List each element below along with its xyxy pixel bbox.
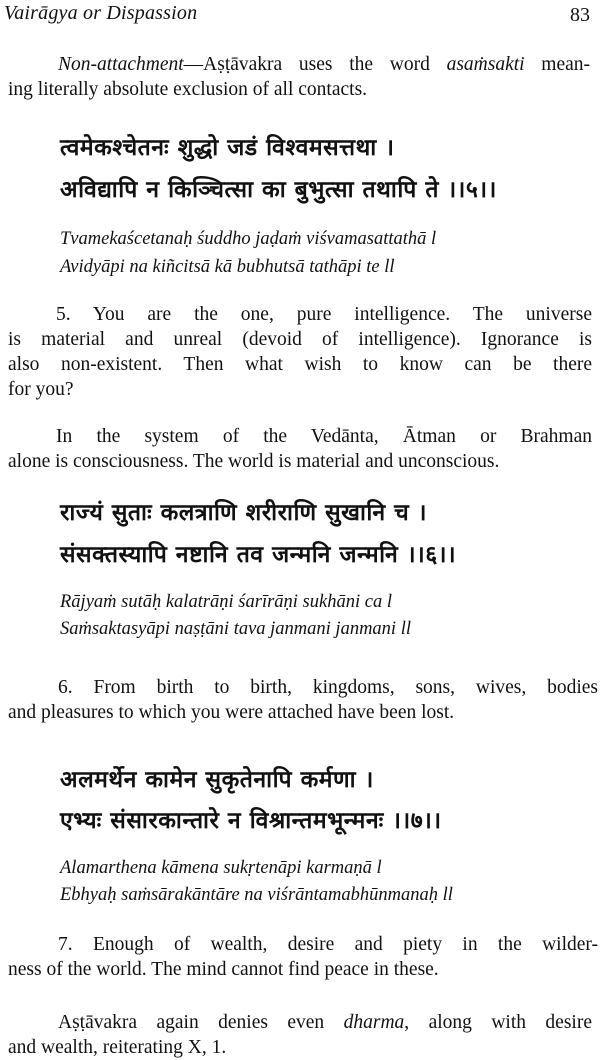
intro-line-2: ing literally absolute exclusion of all contacts. <box>8 79 368 100</box>
paragraph-line: alone is consciousness. The world is material and unconscious. <box>8 451 500 472</box>
intro-text-a: Aṣṭāvakra uses the word <box>203 54 447 75</box>
page-number: 83 <box>570 4 590 26</box>
verse-5-translation <box>8 302 592 402</box>
verse-5-devanagari-line-2: अविद्यापि न किञ्चित्सा का बुभुत्सा तथापि ते ।।५।। <box>60 177 497 203</box>
closing-text-b: , along with desire <box>404 1012 592 1033</box>
vedanta-paragraph <box>8 424 592 474</box>
closing-text-a: Aṣṭāvakra again denies even <box>58 1012 344 1033</box>
translation-line: ness of the world. The mind cannot find peace in these. <box>8 959 439 980</box>
term-non-attachment: Non-attachment <box>58 54 184 75</box>
verse-6-devanagari-line-1: राज्यं सुताः कलत्राणि शरीराणि सुखानि च । <box>60 500 427 526</box>
verse-6-devanagari-line-2: संसक्तस्यापि नष्टानि तव जन्मनि जन्मनि ।।६।। <box>60 542 457 568</box>
verse-7-translation <box>8 932 598 982</box>
verse-7-devanagari-line-1: अलमर्थेन कामेन सुकृतेनापि कर्मणा । <box>60 767 374 793</box>
verse-6-transliteration-line-2: Saṁsaktasyāpi naṣṭāni tava janmani janmani ll <box>60 619 411 639</box>
verse-5-transliteration-line-1: Tvamekaścetanaḥ śuddho jaḍaṁ viśvamasattathā l <box>60 229 437 249</box>
closing-line-1 <box>8 1010 592 1035</box>
translation-line: also non-existent. Then what wish to know can be there <box>8 354 592 375</box>
closing-paragraph <box>8 1010 592 1060</box>
verse-6-translation <box>8 675 598 725</box>
translation-line: 6. From birth to birth, kingdoms, sons, wives, bodies <box>58 677 598 698</box>
verse-5-devanagari-line-1: त्वमेकश्चेतनः शुद्धो जडं विश्वमसत्तथा । <box>60 135 395 161</box>
intro-dash: — <box>183 54 204 75</box>
closing-line-2: and wealth, reiterating X, 1. <box>8 1037 227 1058</box>
page-header <box>4 2 590 28</box>
paragraph-line: In the system of the Vedānta, Ātman or Brahman <box>56 426 592 447</box>
term-asamsakti: asaṁsakti <box>446 54 525 75</box>
translation-line: and pleasures to which you were attached have been lost. <box>8 702 455 723</box>
translation-line: 5. You are the one, pure intelligence. The universe <box>56 304 592 325</box>
verse-6-transliteration-line-1: Rājyaṁ sutāḥ kalatrāṇi śarīrāṇi sukhāni ca l <box>60 592 392 612</box>
verse-5-transliteration-line-2: Avidyāpi na kiñcitsā kā bubhutsā tathāpi te ll <box>60 257 395 277</box>
verse-7-transliteration-line-1: Alamarthena kāmena sukṛtenāpi karmaṇā l <box>60 858 382 878</box>
term-dharma: dharma <box>343 1012 405 1033</box>
translation-line: is material and unreal (devoid of intelligence). Ignorance is <box>8 329 592 350</box>
verse-7-transliteration-line-2: Ebhyaḥ saṁsārakāntāre na viśrāntamabhūnmanaḥ ll <box>60 885 453 905</box>
intro-text-b: mean- <box>524 54 590 75</box>
verse-7-devanagari-line-2: एभ्यः संसारकान्तारे न विश्रान्तमभून्मनः ।।७।। <box>60 808 442 834</box>
translation-line: 7. Enough of wealth, desire and piety in the wilder- <box>58 934 598 955</box>
intro-line-1 <box>8 52 590 77</box>
translation-line: for you? <box>8 379 74 400</box>
intro-paragraph <box>8 52 590 102</box>
running-title: Vairāgya or Dispassion <box>4 2 198 24</box>
